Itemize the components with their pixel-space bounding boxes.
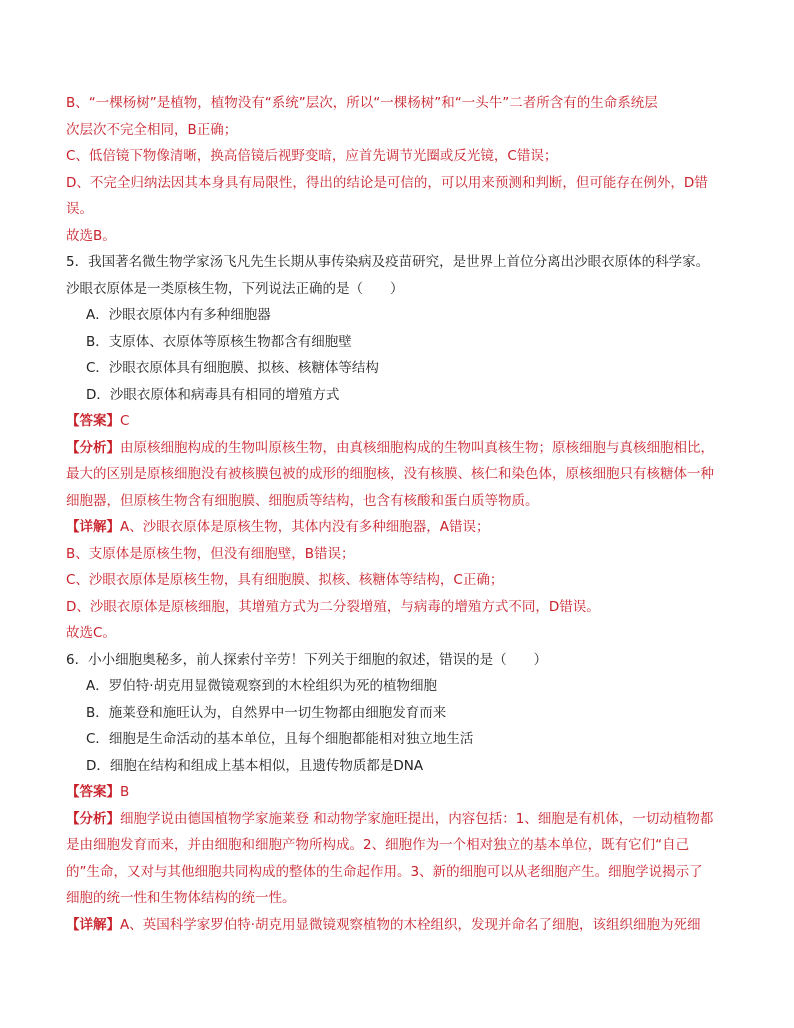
- q5-detail-line: 故选C。: [66, 625, 116, 641]
- q6-analysis-line: 的”生命，又对与其他细胞共同构成的整体的生命起作用。3、新的细胞可以从老细胞产生。细胞学说揭示了: [66, 863, 703, 880]
- prev-line: 次层次不完全相同，B正确；: [66, 121, 238, 138]
- prev-line: B、“一棵杨树”是植物，植物没有“系统”层次，所以“一棵杨树”和“一头牛”二者所含有的生命系统层: [66, 95, 658, 111]
- q5-stem: 5．我国著名微生物学家汤飞凡先生长期从事传染病及疫苗研究，是世界上首位分离出沙眼衣原体的科学家。: [66, 254, 710, 270]
- q5-option-b: B．支原体、衣原体等原核生物都含有细胞壁: [86, 333, 352, 350]
- answer-tag: 【答案】: [66, 413, 120, 429]
- q5-detail-line: B、支原体是原核生物，但没有细胞壁，B错误；: [66, 545, 355, 562]
- answer-value: C: [120, 413, 130, 429]
- detail-text: A、沙眼衣原体是原核生物，其体内没有多种细胞器，A错误；: [120, 519, 490, 535]
- q5-detail-line: C、沙眼衣原体是原核生物，具有细胞膜、拟核、核糖体等结构，C正确；: [66, 572, 504, 588]
- q6-answer: [66, 779, 730, 806]
- q5-analysis-line: 最大的区别是原核细胞没有被核膜包被的成形的细胞核，没有核膜、核仁和染色体，原核细胞只有核糖体一种: [66, 466, 714, 482]
- q6-option-b: B．施莱登和施旺认为，自然界中一切生物都由细胞发育而来: [86, 704, 447, 721]
- detail-tag: 【详解】: [66, 519, 120, 535]
- analysis-tag: 【分析】: [66, 810, 120, 827]
- q5-option-a: A．沙眼衣原体内有多种细胞器: [86, 307, 271, 323]
- prev-line: 故选B。: [66, 227, 116, 244]
- q5-option-d: D．沙眼衣原体和病毒具有相同的增殖方式: [86, 386, 340, 403]
- analysis-tag: 【分析】: [66, 439, 120, 456]
- analysis-text: 细胞学说由德国植物学家施莱登 和动物学家施旺提出，内容包括：1、细胞是有机体，一切动植物都: [120, 810, 714, 827]
- q5-answer: [66, 408, 730, 435]
- q6-option-c: C．细胞是生命活动的基本单位，且每个细胞都能相对独立地生活: [86, 731, 474, 747]
- q5-stem: 沙眼衣原体是一类原核生物，下列说法正确的是（ ）: [66, 280, 404, 297]
- q6-analysis-line: 细胞的统一性和生物体结构的统一性。: [66, 890, 296, 906]
- q6-analysis-line: 是由细胞发育而来，并由细胞和细胞产物所构成。2、细胞作为一个相对独立的基本单位，既有它们“自己: [66, 837, 690, 853]
- document-page: [66, 90, 730, 938]
- q6-analysis: [66, 806, 730, 833]
- prev-line: C、低倍镜下物像清晰，换高倍镜后视野变暗，应首先调节光圈或反光镜，C错误；: [66, 148, 558, 164]
- q6-option-d: D．细胞在结构和组成上基本相似，且遗传物质都是DNA: [86, 757, 424, 774]
- prev-line: D、不完全归纳法因其本身具有局限性，得出的结论是可信的，可以用来预测和判断，但可能存在例外，D错: [66, 174, 708, 191]
- detail-text: A、英国科学家罗伯特·胡克用显微镜观察植物的木栓组织，发现并命名了细胞，该组织细胞为死细: [120, 916, 701, 933]
- q5-detail: [66, 514, 730, 541]
- answer-tag: 【答案】: [66, 784, 120, 800]
- analysis-text: 由原核细胞构成的生物叫原核生物，由真核细胞构成的生物叫真核生物；原核细胞与真核细胞相比，: [120, 439, 714, 456]
- answer-value: B: [120, 784, 130, 800]
- q5-detail-line: D、沙眼衣原体是原核细胞，其增殖方式为二分裂增殖，与病毒的增殖方式不同，D错误。: [66, 598, 600, 615]
- q6-stem: 6．小小细胞奥秘多，前人探索付辛劳！下列关于细胞的叙述，错误的是（ ）: [66, 651, 548, 668]
- prev-line: 误。: [66, 201, 93, 217]
- q6-detail: [66, 912, 730, 939]
- q5-analysis-line: 细胞器，但原核生物含有细胞膜、细胞质等结构，也含有核酸和蛋白质等物质。: [66, 492, 539, 509]
- q6-option-a: A．罗伯特·胡克用显微镜观察到的木栓组织为死的植物细胞: [86, 678, 438, 694]
- q5-option-c: C．沙眼衣原体具有细胞膜、拟核、核糖体等结构: [86, 360, 379, 376]
- detail-tag: 【详解】: [66, 916, 120, 933]
- q5-analysis: [66, 435, 730, 462]
